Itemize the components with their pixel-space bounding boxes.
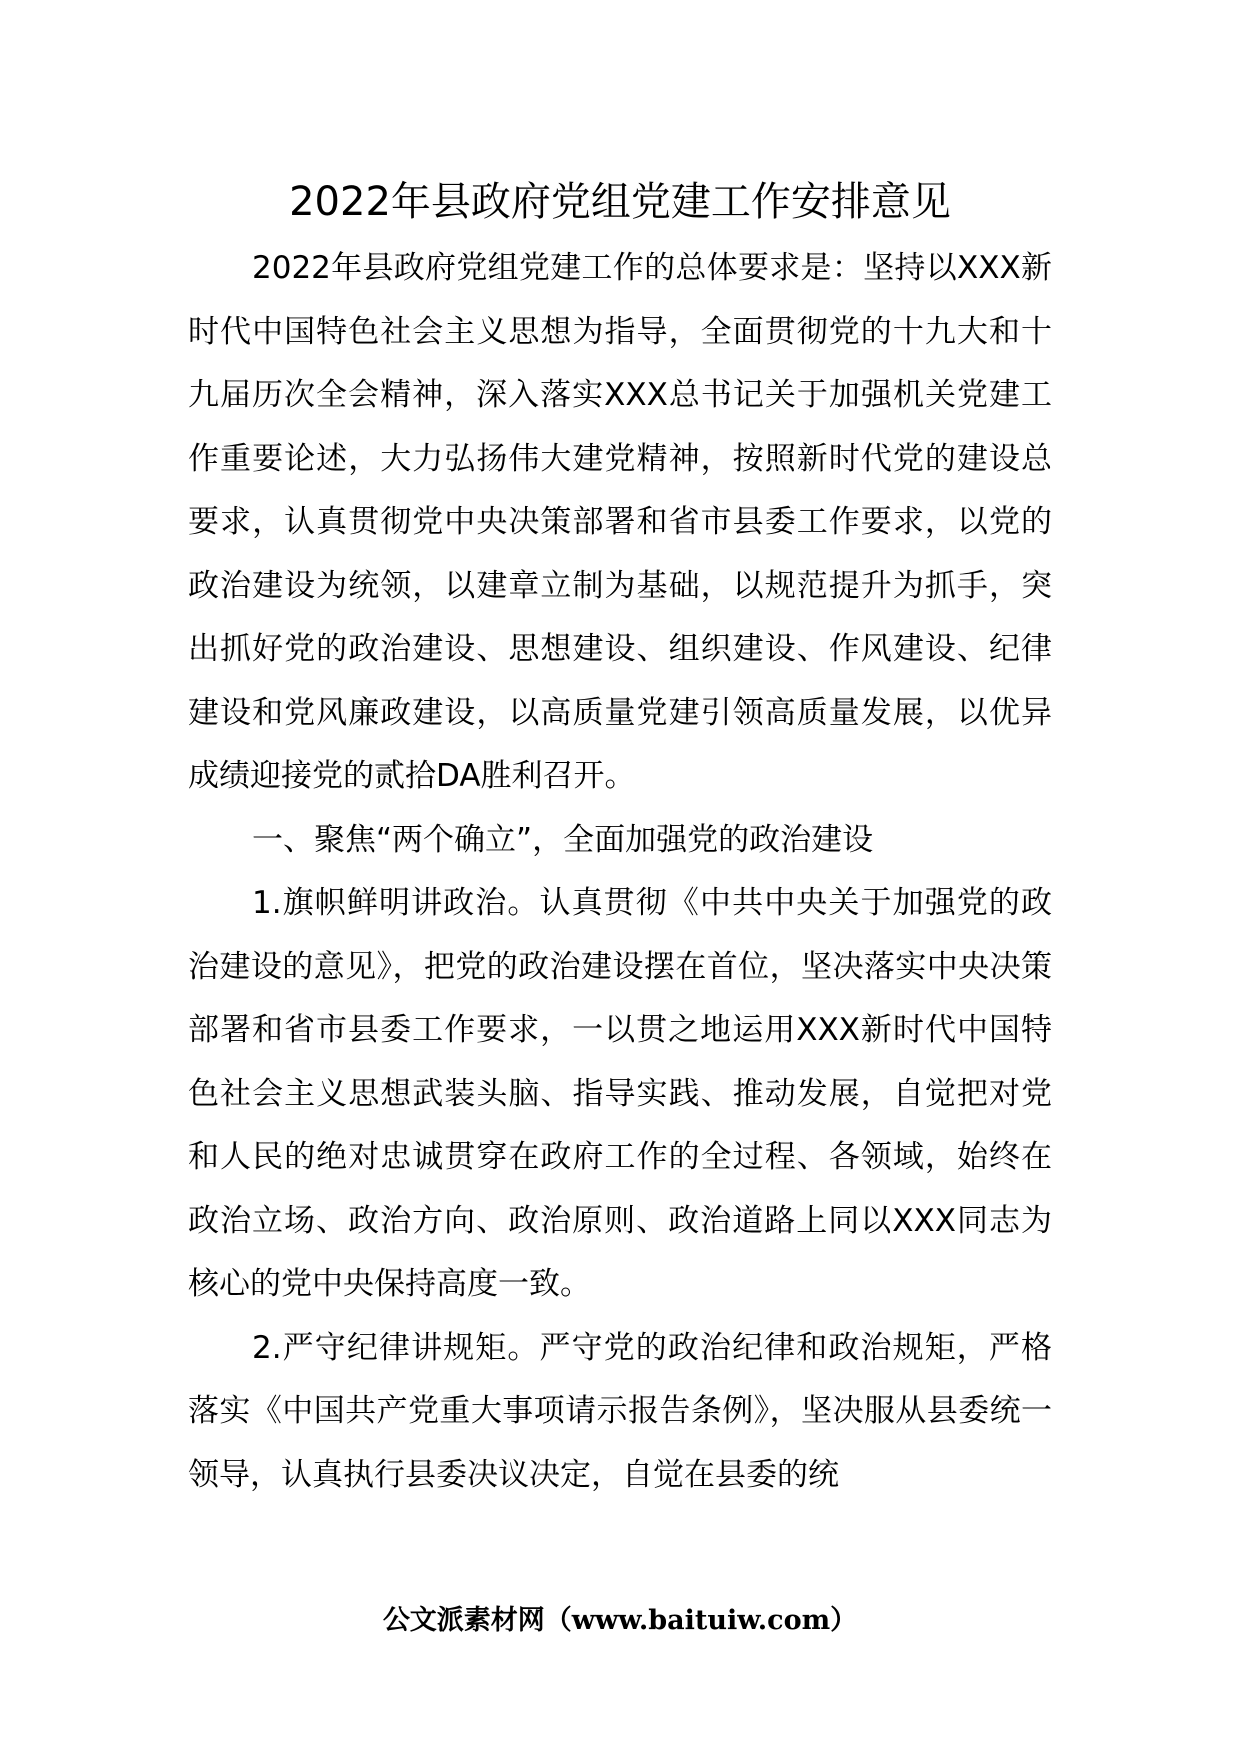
section-heading-1: 一、聚焦“两个确立”，全面加强党的政治建设 (252, 821, 874, 858)
document-title: 2022年县政府党组党建工作安排意见 (289, 179, 951, 225)
intro-paragraph: 2022年县政府党组党建工作的总体要求是：坚持以XXX新时代中国特色社会主义思想为指导，全面贯彻党的十九大和十九届历次全会精神，深入落实XXX总书记关于加强机关党建工作重要论述，大力弘扬伟大建党精神，按照新时代党的建设总要求，认真贯彻党中央决策部署和省市县委工作要求，以党的政治建设为统领，以建章立制为基础，以规范提升为抓手，突出抓好党的政治建设、思想建设、组织建设、作风建设、纪律建设和党风廉政建设，以高质量党建引领高质量发展，以优异成绩迎接党的贰拾DA胜利召开。 (188, 250, 1052, 794)
item-paragraph-1: 1.旗帜鲜明讲政治。认真贯彻《中共中央关于加强党的政治建设的意见》，把党的政治建设摆在首位，坚决落实中央决策部署和省市县委工作要求，一以贯之地运用XXX新时代中国特色社会主义思想武装头脑、指导实践、推动发展，自觉把对党和人民的绝对忠诚贯穿在政府工作的全过程、各领域，始终在政治立场、政治方向、政治原则、政治道路上同以XXX同志为核心的党中央保持高度一致。 (188, 885, 1052, 1302)
document-body (188, 237, 1052, 1507)
item-paragraph-2: 2.严守纪律讲规矩。严守党的政治纪律和政治规矩，严格落实《中国共产党重大事项请示报告条例》，坚决服从县委统一领导，认真执行县委决议决定，自觉在县委的统 (188, 1329, 1052, 1493)
footer-watermark: 公文派素材网（www.baituiw.com） (382, 1605, 858, 1636)
